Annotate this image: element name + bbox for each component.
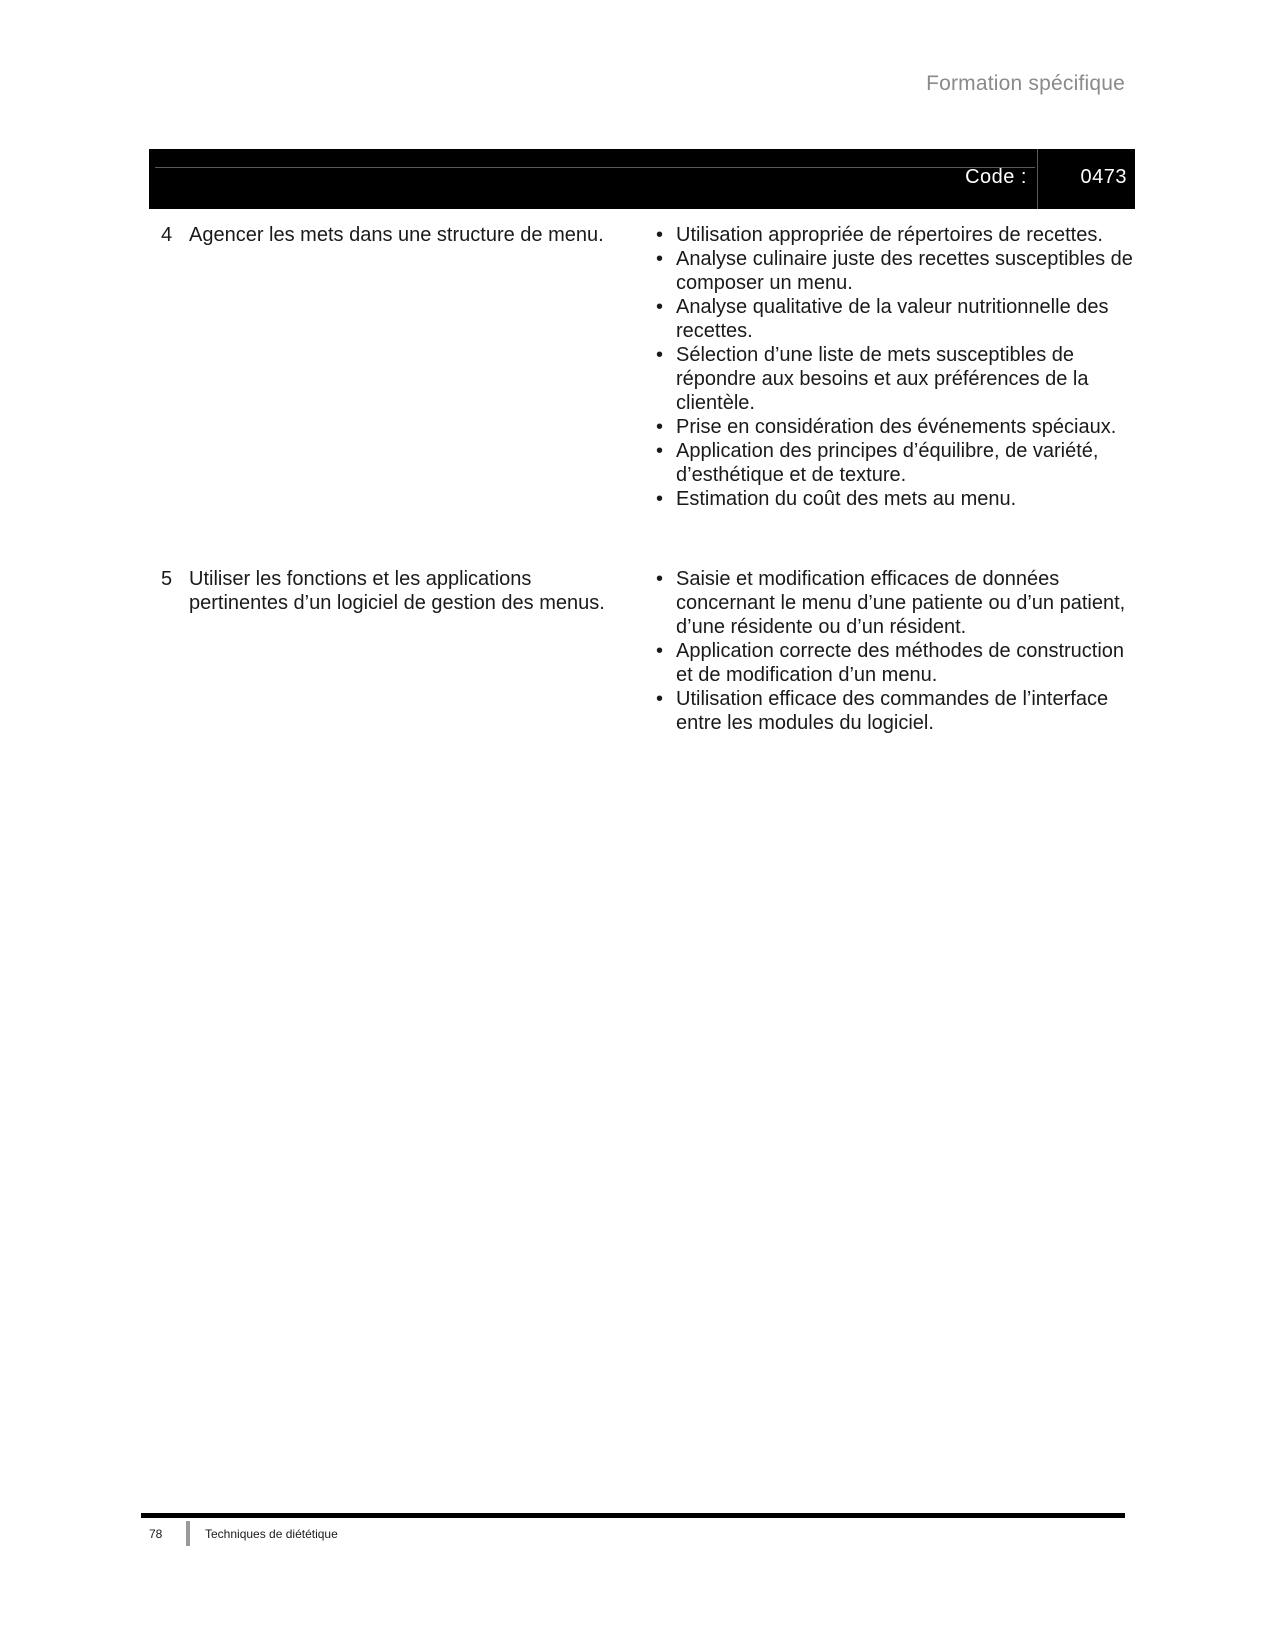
- element-text: Utiliser les fonctions et les applications pertinentes d’un logiciel de gestion des menus.: [189, 568, 605, 614]
- list-item: [653, 639, 1135, 687]
- criterion-text: Utilisation appropriée de répertoires de recettes.: [676, 224, 1103, 246]
- bullet-icon: •: [656, 416, 664, 438]
- performance-criteria-list: [653, 567, 1135, 735]
- criterion-text: Prise en considération des événements spéciaux.: [676, 416, 1117, 438]
- performance-criteria-list: [653, 223, 1135, 511]
- bullet-icon: •: [656, 488, 664, 510]
- footer-rule: [141, 1513, 1125, 1518]
- footer-separator: [186, 1521, 190, 1546]
- element-number: 5: [161, 568, 173, 590]
- criterion-text: Saisie et modification efficaces de données concernant le menu d’une patiente ou d’un patient, d’une résidente ou d’un résident.: [676, 568, 1126, 638]
- code-label: Code :: [965, 166, 1027, 188]
- list-item: [653, 487, 1135, 511]
- list-item: [653, 295, 1135, 343]
- list-item: [653, 247, 1135, 295]
- criterion-text: Analyse culinaire juste des recettes susceptibles de composer un menu.: [676, 248, 1133, 294]
- code-bar-divider: [1037, 149, 1038, 209]
- footer-document-title: Techniques de diététique: [205, 1527, 338, 1541]
- element-text: Agencer les mets dans une structure de menu.: [189, 224, 604, 246]
- list-item: [653, 343, 1135, 415]
- bullet-icon: •: [656, 568, 664, 590]
- list-item: [653, 415, 1135, 439]
- code-value: 0473: [1080, 166, 1127, 188]
- bullet-icon: •: [656, 440, 664, 462]
- bullet-icon: •: [656, 248, 664, 270]
- element-of-competency: [161, 223, 631, 247]
- element-of-competency: [161, 567, 631, 615]
- bullet-icon: •: [656, 640, 664, 662]
- criterion-text: Utilisation efficace des commandes de l’interface entre les modules du logiciel.: [676, 688, 1109, 734]
- list-item: [653, 687, 1135, 735]
- criterion-text: Estimation du coût des mets au menu.: [676, 488, 1017, 510]
- page-number: 78: [149, 1527, 163, 1541]
- page-header-title: Formation spécifique: [926, 72, 1125, 95]
- list-item: [653, 567, 1135, 639]
- list-item: [653, 439, 1135, 487]
- bullet-icon: •: [656, 688, 664, 710]
- element-number: 4: [161, 224, 173, 246]
- code-bar-rule: [155, 167, 1035, 168]
- criterion-text: Sélection d’une liste de mets susceptibles de répondre aux besoins et aux préférences de la clientèle.: [676, 344, 1089, 414]
- criterion-text: Application correcte des méthodes de construction et de modification d’un menu.: [676, 640, 1125, 686]
- code-bar: [149, 149, 1135, 209]
- criterion-text: Application des principes d’équilibre, de variété, d’esthétique et de texture.: [676, 440, 1099, 486]
- bullet-icon: •: [656, 224, 664, 246]
- criterion-text: Analyse qualitative de la valeur nutritionnelle des recettes.: [676, 296, 1109, 342]
- list-item: [653, 223, 1135, 247]
- bullet-icon: •: [656, 296, 664, 318]
- bullet-icon: •: [656, 344, 664, 366]
